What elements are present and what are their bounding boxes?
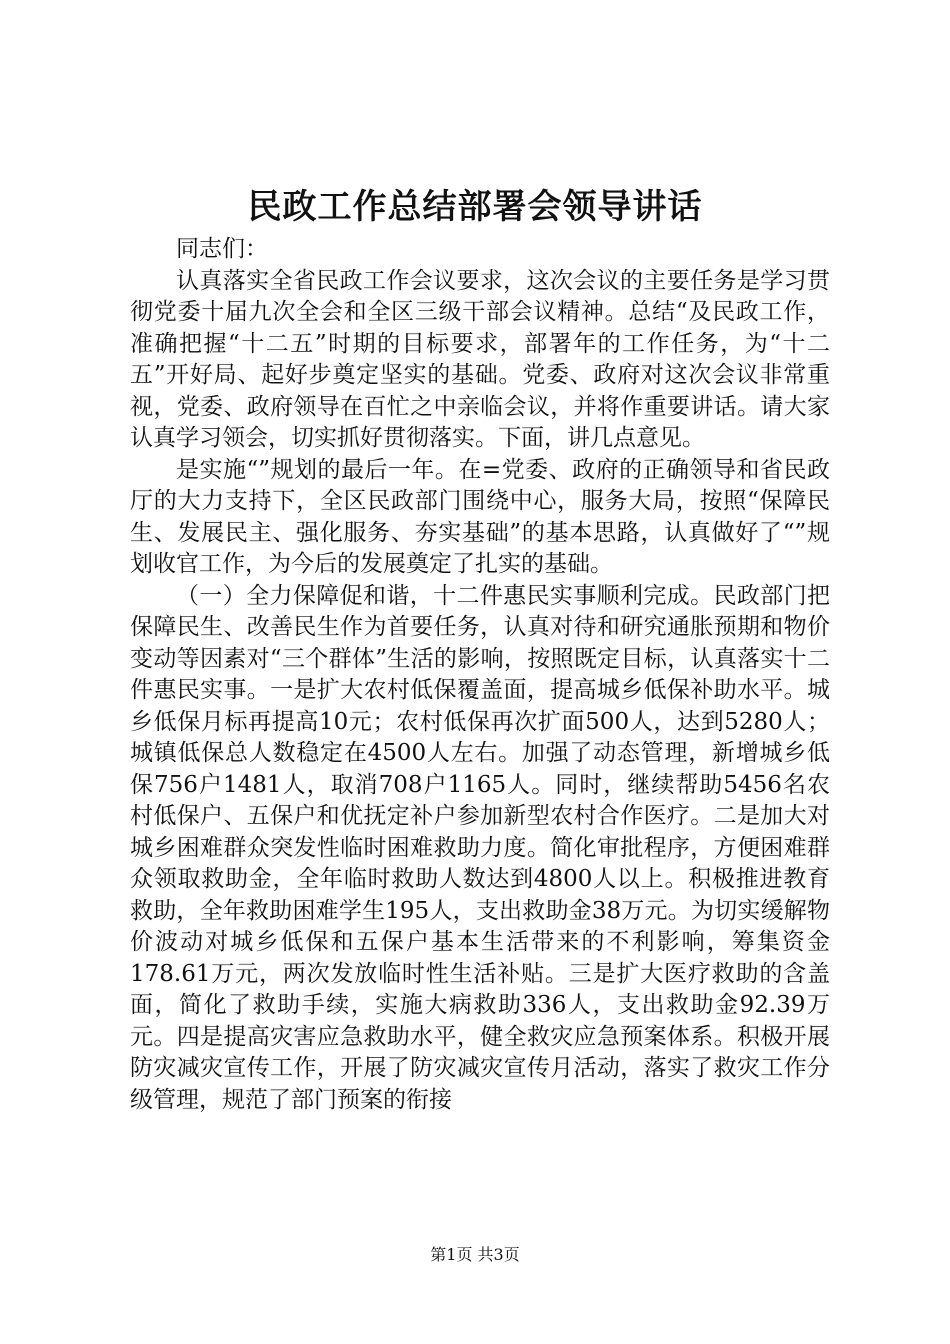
salutation: 同志们： (176, 236, 268, 262)
paragraph-3: （一）全力保障促和谐，十二件惠民实事顺利完成。民政部门把保障民生、改善民生作为首要任务，认真对待和研究通胀预期和物价变动等因素对“三个群体”生活的影响，按照既定目标，认真落实十二件惠民实事。一是扩大农村低保覆盖面，提高城乡低保补助水平。城乡低保月标再提高10元；农村低保再次扩面500人，达到5280人；城镇低保总人数稳定在4500人左右。加强了动态管理，新增城乡低保756户1481人，取消708户1165人。同时，继续帮助5456名农村低保户、五保户和优抚定补户参加新型农村合作医疗。二是加大对城乡困难群众突发性临时困难救助力度。简化审批程序，方便困难群众领取救助金，全年临时救助人数达到4800人以上。积极推进教育救助，全年救助困难学生195人，支出救助金38万元。为切实缓解物价波动对城乡低保和五保户基本生活带来的不利影响，筹集资金178.61万元，两次发放临时性生活补贴。三是扩大医疗救助的含盖面，简化了救助手续，实施大病救助336人，支出救助金92.39万元。四是提高灾害应急救助水平，健全救灾应急预案体系。积极开展防灾减灾宣传工作，开展了防灾减灾宣传月活动，落实了救灾工作分级管理，规范了部门预案的衔接 (130, 582, 830, 1113)
paragraph-1: 认真落实全省民政工作会议要求，这次会议的主要任务是学习贯彻党委十届九次全会和全区三级干部会议精神。总结“及民政工作，准确把握“十二五”时期的目标要求，部署年的工作任务，为“十二五”开好局、起好步奠定坚实的基础。党委、政府对这次会议非常重视，党委、政府领导在百忙之中亲临会议，并将作重要讲话。请大家认真学习领会，切实抓好贯彻落实。下面，讲几点意见。 (130, 267, 830, 451)
document-body (130, 234, 830, 1116)
paragraph-2: 是实施“”规划的最后一年。在=党委、政府的正确领导和省民政厅的大力支持下，全区民政部门围绕中心，服务大局，按照“保障民生、发展民主、强化服务、夯实基础”的基本思路，认真做好了“”规划收官工作，为今后的发展奠定了扎实的基础。 (130, 456, 830, 577)
page-footer: 第1页 共3页 (430, 1245, 520, 1264)
document-title: 民政工作总结部署会领导讲话 (247, 187, 703, 227)
